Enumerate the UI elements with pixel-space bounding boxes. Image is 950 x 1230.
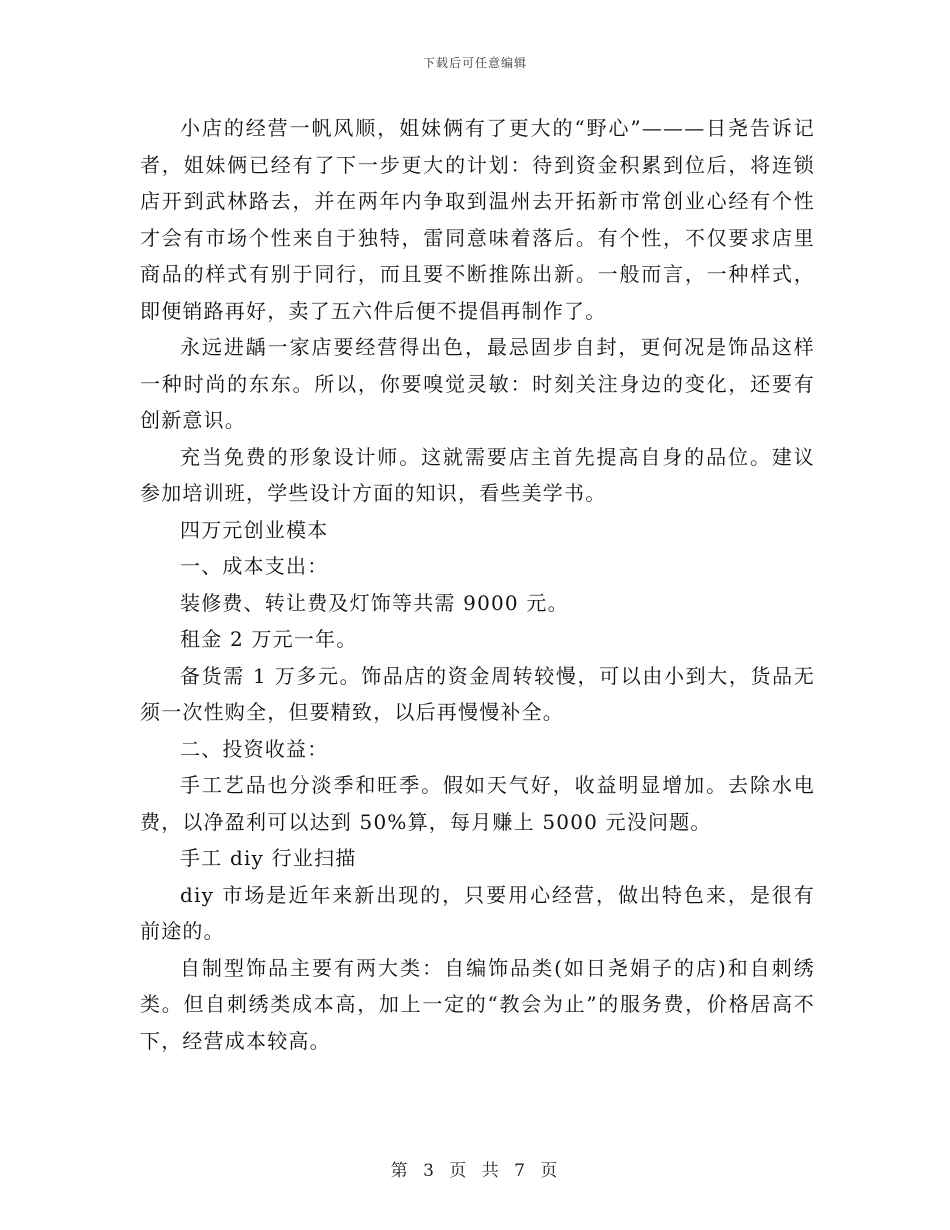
paragraph-rent: 租金 2 万元一年。 xyxy=(180,627,358,651)
section-heading-income: 二、投资收益： xyxy=(180,736,329,761)
paragraph-self-made: 自制型饰品主要有两大类：自编饰品类(如日尧娟子的店)和自刺绣类。但自刺绣类成本高，加上一定的“教会为止”的服务费，价格居高不下，经营成本较高。 xyxy=(140,955,815,1053)
page-header: 下载后可任意编辑 xyxy=(422,56,527,70)
paragraph-stock: 备货需 1 万多元。饰品店的资金周转较慢，可以由小到大，货品无须一次性购全，但要精致，以后再慢慢补全。 xyxy=(140,663,815,724)
paragraph-3: 充当免费的形象设计师。这就需要店主首先提高自身的品位。建议参加培训班，学些设计方面的知识，看些美学书。 xyxy=(140,444,815,505)
paragraph-renovation-cost: 装修费、转让费及灯饰等共需 9000 元。 xyxy=(180,590,569,615)
section-heading-cost: 一、成本支出： xyxy=(180,554,329,578)
document-body xyxy=(140,110,815,1059)
section-heading-startup-model: 四万元创业模本 xyxy=(180,517,329,542)
section-heading-diy: 手工 diy 行业扫描 xyxy=(180,846,357,870)
paragraph-income: 手工艺品也分淡季和旺季。假如天气好，收益明显增加。去除水电费，以净盈利可以达到 50%算，每月赚上 5000 元没问题。 xyxy=(140,773,815,834)
paragraph-diy-market: diy 市场是近年来新出现的，只要用心经营，做出特色来，是很有前途的。 xyxy=(140,882,815,943)
paragraph-1: 小店的经营一帆风顺，姐妹俩有了更大的“野心”———日尧告诉记者，姐妹俩已经有了下一步更大的计划：待到资金积累到位后，将连锁店开到武林路去，并在两年内争取到温州去开拓新市常创业心经有个性才会有市场个性来自于独特，雷同意味着落后。有个性，不仅要求店里商品的样式有别于同行，而且要不断推陈出新。一般而言，一种样式，即便销路再好，卖了五六件后便不提倡再制作了。 xyxy=(140,116,815,323)
paragraph-2: 永远进龋一家店要经营得出色，最忌固步自封，更何况是饰品这样一种时尚的东东。所以，你要嗅觉灵敏：时刻关注身边的变化，还要有创新意识。 xyxy=(140,335,815,432)
page-number: 第 3 页 共 7 页 xyxy=(390,1161,560,1181)
